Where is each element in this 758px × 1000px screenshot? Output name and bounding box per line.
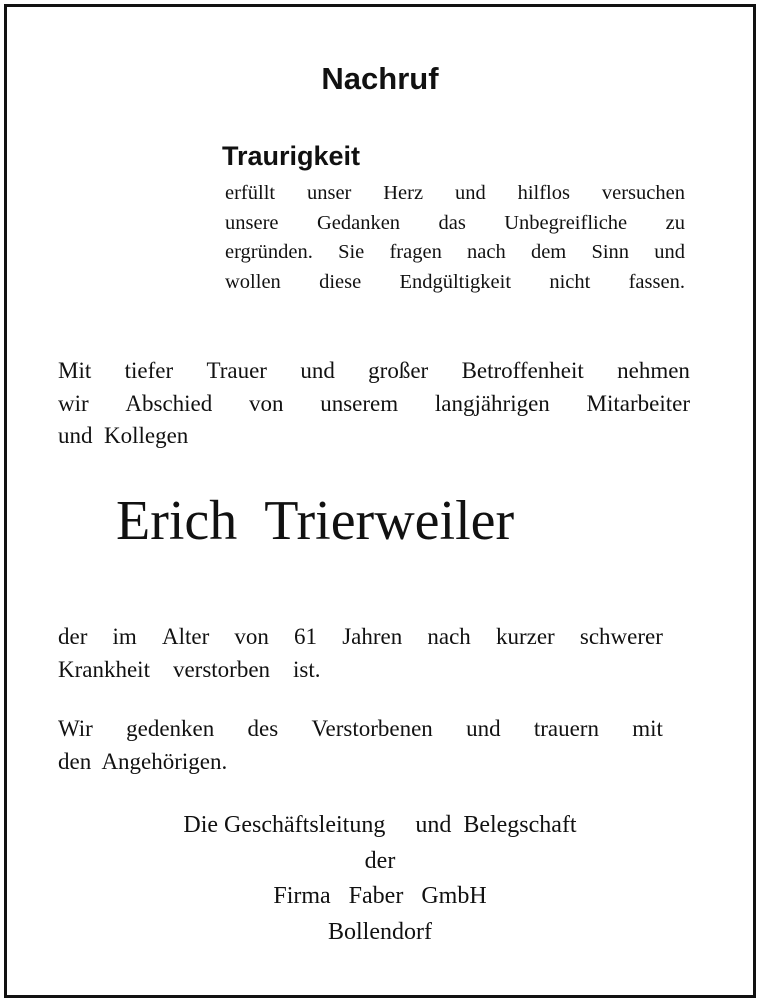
word: Wir (58, 716, 93, 741)
intro-line: und Kollegen (58, 423, 189, 448)
quote-line (225, 209, 685, 239)
word: tiefer (124, 358, 174, 383)
word: von (248, 390, 284, 416)
word: Betroffenheit (461, 358, 584, 383)
quote-line (225, 238, 685, 268)
word: 61 (294, 624, 318, 649)
word: wollen (225, 270, 281, 293)
signature-line: Bollendorf (328, 918, 432, 945)
word: nicht (549, 270, 591, 293)
age-line: Krankheit verstorben ist. (58, 656, 321, 682)
quote-line (225, 179, 685, 209)
word: das (438, 211, 466, 234)
word: wir (58, 390, 89, 416)
quote-text (225, 179, 685, 297)
word: erfüllt (225, 182, 276, 204)
word: fragen (389, 241, 442, 263)
word: des (247, 716, 279, 741)
remembrance-paragraph (58, 713, 663, 778)
word: Jahren (342, 624, 403, 649)
word: nehmen (617, 358, 690, 383)
signature-line: Die Geschäftsleitung und Belegschaft (183, 812, 577, 838)
page-title: Nachruf (321, 61, 439, 96)
age-line (58, 621, 663, 654)
word: Sinn (591, 241, 630, 263)
word: diese (319, 270, 362, 293)
signature-block (7, 808, 753, 950)
word: und (654, 241, 685, 263)
word: von (234, 624, 269, 649)
word: fassen. (628, 270, 685, 293)
word: Mitarbeiter (586, 390, 690, 416)
word: unsere (225, 211, 279, 234)
word: Mit (58, 358, 92, 383)
remembrance-line (58, 713, 663, 746)
word: und (454, 182, 486, 204)
word: unserem (320, 390, 399, 416)
word: ergründen. (225, 241, 313, 263)
word: langjährigen (434, 390, 550, 416)
word: gedenken (126, 716, 215, 741)
word: Sie (338, 241, 365, 263)
word: schwerer (579, 624, 663, 649)
quote-line (225, 268, 685, 298)
age-paragraph (58, 621, 663, 686)
word: im (112, 624, 137, 649)
word: Alter (161, 624, 210, 649)
quote-heading: Traurigkeit (222, 141, 361, 171)
word: großer (368, 358, 429, 383)
word: trauern (533, 716, 599, 741)
word: dem (530, 241, 567, 263)
obituary-frame (4, 4, 756, 998)
word: und (466, 716, 501, 741)
word: mit (632, 716, 663, 741)
word: unser (306, 182, 352, 204)
word: hilflos (517, 182, 570, 204)
intro-line (58, 388, 690, 421)
signature-line: Firma Faber GmbH (273, 883, 487, 909)
word: versuchen (601, 182, 685, 204)
word: kurzer (495, 624, 555, 649)
word: zu (665, 211, 685, 234)
word: nach (467, 241, 506, 263)
intro-paragraph (58, 355, 690, 453)
word: Trauer (206, 358, 267, 383)
word: Herz (383, 182, 424, 204)
word: Verstorbenen (311, 716, 433, 741)
word: Abschied (125, 390, 213, 416)
word: Unbegreifliche (504, 211, 628, 234)
deceased-name: Erich Trierweiler (116, 490, 515, 552)
word: der (58, 624, 88, 649)
word: Gedanken (316, 211, 401, 234)
word: Endgültigkeit (399, 270, 512, 293)
word: nach (427, 624, 471, 649)
remembrance-line: den Angehörigen. (58, 748, 228, 774)
signature-line: der (364, 847, 396, 874)
intro-line (58, 355, 690, 388)
word: und (300, 358, 335, 383)
